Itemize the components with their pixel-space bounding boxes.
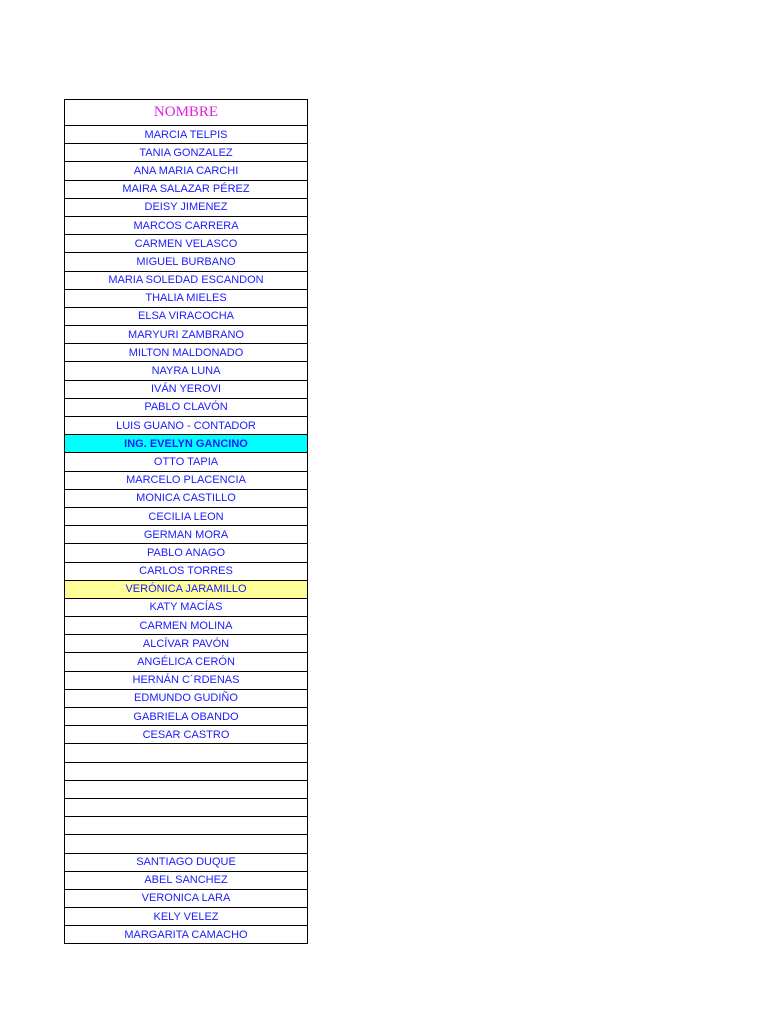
table-row xyxy=(65,889,308,907)
name-cell: OTTO TAPIA xyxy=(65,453,308,471)
table-row xyxy=(65,635,308,653)
name-cell xyxy=(65,817,308,835)
name-cell: CARLOS TORRES xyxy=(65,562,308,580)
table-row xyxy=(65,162,308,180)
table-row xyxy=(65,453,308,471)
table-row xyxy=(65,126,308,144)
table-row xyxy=(65,362,308,380)
name-cell xyxy=(65,835,308,853)
table-row xyxy=(65,507,308,525)
table-row xyxy=(65,762,308,780)
table-row xyxy=(65,198,308,216)
name-cell: VERÓNICA JARAMILLO xyxy=(65,580,308,598)
table-row xyxy=(65,289,308,307)
table-row xyxy=(65,853,308,871)
name-cell: ELSA VIRACOCHA xyxy=(65,307,308,325)
table-row xyxy=(65,235,308,253)
table-row xyxy=(65,489,308,507)
name-cell xyxy=(65,798,308,816)
table-row xyxy=(65,598,308,616)
table-row xyxy=(65,798,308,816)
name-cell: HERNÁN C´RDENAS xyxy=(65,671,308,689)
table-row xyxy=(65,562,308,580)
name-cell: MARCOS CARRERA xyxy=(65,216,308,234)
table-row xyxy=(65,817,308,835)
name-cell: ABEL SANCHEZ xyxy=(65,871,308,889)
name-cell: ING. EVELYN GANCINO xyxy=(65,435,308,453)
name-table xyxy=(64,99,308,944)
name-cell: GABRIELA OBANDO xyxy=(65,708,308,726)
table-body xyxy=(65,126,308,944)
table-row xyxy=(65,871,308,889)
table-row xyxy=(65,617,308,635)
table-row xyxy=(65,908,308,926)
table-row xyxy=(65,744,308,762)
table-row xyxy=(65,780,308,798)
table-row xyxy=(65,417,308,435)
name-cell: CESAR CASTRO xyxy=(65,726,308,744)
table-row xyxy=(65,653,308,671)
name-cell: PABLO ANAGO xyxy=(65,544,308,562)
table-row xyxy=(65,671,308,689)
table-row xyxy=(65,307,308,325)
table-row xyxy=(65,926,308,944)
name-cell: DEISY JIMENEZ xyxy=(65,198,308,216)
name-cell: TANIA GONZALEZ xyxy=(65,144,308,162)
table-row xyxy=(65,544,308,562)
name-cell: THALIA MIELES xyxy=(65,289,308,307)
table-row xyxy=(65,689,308,707)
name-cell: PABLO CLAVÓN xyxy=(65,398,308,416)
name-cell: KELY VELEZ xyxy=(65,908,308,926)
name-cell: ALCÍVAR PAVÓN xyxy=(65,635,308,653)
name-cell: KATY MACÍAS xyxy=(65,598,308,616)
name-cell: CECILIA LEON xyxy=(65,507,308,525)
table-row xyxy=(65,344,308,362)
name-cell: ANGÉLICA CERÓN xyxy=(65,653,308,671)
name-cell: MONICA CASTILLO xyxy=(65,489,308,507)
table-row xyxy=(65,216,308,234)
name-cell xyxy=(65,780,308,798)
table-row xyxy=(65,708,308,726)
name-cell: IVÁN YEROVI xyxy=(65,380,308,398)
name-cell: EDMUNDO GUDIÑO xyxy=(65,689,308,707)
table-row xyxy=(65,580,308,598)
name-cell xyxy=(65,762,308,780)
table-row xyxy=(65,835,308,853)
name-cell: NAYRA LUNA xyxy=(65,362,308,380)
table-row xyxy=(65,144,308,162)
name-cell: MARGARITA CAMACHO xyxy=(65,926,308,944)
table-row xyxy=(65,380,308,398)
name-cell: MILTON MALDONADO xyxy=(65,344,308,362)
name-cell: SANTIAGO DUQUE xyxy=(65,853,308,871)
name-cell: VERONICA LARA xyxy=(65,889,308,907)
column-header-nombre: NOMBRE xyxy=(65,100,308,126)
name-cell: ANA MARIA CARCHI xyxy=(65,162,308,180)
name-cell: MIGUEL BURBANO xyxy=(65,253,308,271)
table-row xyxy=(65,398,308,416)
table-row xyxy=(65,471,308,489)
table-row xyxy=(65,271,308,289)
name-cell: MARYURI ZAMBRANO xyxy=(65,326,308,344)
name-cell: CARMEN MOLINA xyxy=(65,617,308,635)
name-cell xyxy=(65,744,308,762)
name-cell: MARCIA TELPIS xyxy=(65,126,308,144)
table-row xyxy=(65,726,308,744)
name-cell: CARMEN VELASCO xyxy=(65,235,308,253)
table-row xyxy=(65,435,308,453)
table-row xyxy=(65,253,308,271)
name-cell: GERMAN MORA xyxy=(65,526,308,544)
name-cell: MARCELO PLACENCIA xyxy=(65,471,308,489)
table-row xyxy=(65,180,308,198)
name-cell: MAIRA SALAZAR PÉREZ xyxy=(65,180,308,198)
name-cell: MARIA SOLEDAD ESCANDON xyxy=(65,271,308,289)
table-row xyxy=(65,326,308,344)
table-row xyxy=(65,526,308,544)
header-row xyxy=(65,100,308,126)
name-cell: LUIS GUANO - CONTADOR xyxy=(65,417,308,435)
